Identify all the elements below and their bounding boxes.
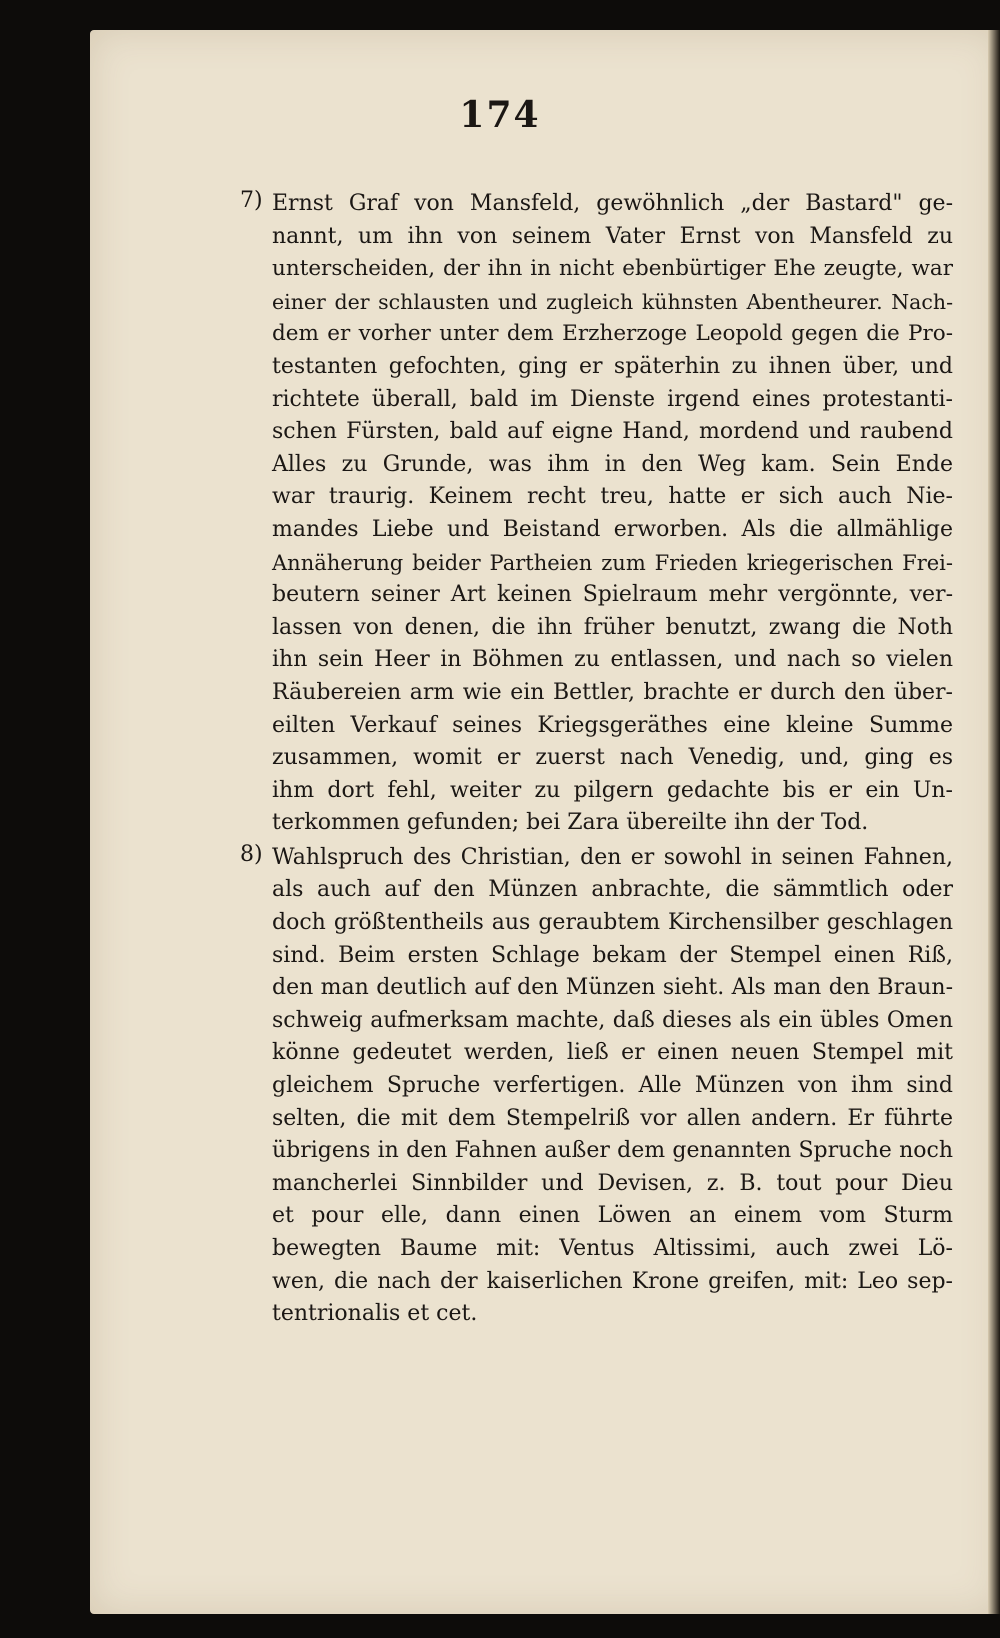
text-line: einer der schlausten und zugleich kühnsten Abentheurer. Nach-	[272, 289, 953, 314]
text-line: übrigens in den Fahnen außer dem genannten Spruche noch	[272, 1138, 953, 1164]
text-line: eilten Verkauf seines Kriegsgeräthes eine kleine Summe	[272, 712, 953, 738]
text-line: könne gedeutet werden, ließ er einen neuen Stempel mit	[272, 1040, 953, 1066]
text-line: mancherlei Sinnbilder und Devisen, z. B. tout pour Dieu	[272, 1170, 953, 1196]
text-line: tentrionalis et cet.	[272, 1301, 478, 1327]
text-line: unterscheiden, der ihn in nicht ebenbürtiger Ehe zeugte, war	[272, 256, 953, 282]
page-number: 174	[459, 94, 541, 136]
text-line: selten, die mit dem Stempelriß vor allen andern. Er führte	[272, 1105, 953, 1131]
text-line: war traurig. Keinem recht treu, hatte er sich auch Nie-	[272, 484, 953, 510]
text-line: Annäherung beider Partheien zum Frieden kriegerischen Frei-	[272, 550, 953, 575]
note-number: 8)	[240, 841, 263, 867]
text-line: richtete überall, bald im Dienste irgend eines protestanti-	[272, 386, 953, 412]
text-line: mandes Liebe und Beistand erworben. Als die allmählige	[272, 516, 953, 542]
note-number: 7)	[240, 188, 263, 213]
text-line: schen Fürsten, bald auf eigne Hand, mordend und raubend	[272, 419, 953, 445]
text-line: beutern seiner Art keinen Spielraum mehr vergönnte, ver-	[272, 582, 953, 608]
text-line: gleichem Spruche verfertigen. Alle Münzen von ihm sind	[272, 1073, 953, 1099]
text-line: et pour elle, dann einen Löwen an einem vom Sturm	[272, 1203, 953, 1229]
text-line: als auch auf den Münzen anbrachte, die sämmtlich oder	[272, 877, 953, 903]
text-line: ihn sein Heer in Böhmen zu entlassen, und nach so vielen	[272, 647, 953, 673]
page-edge	[988, 30, 1000, 1614]
text-line: doch größtentheils aus geraubtem Kirchensilber geschlagen	[272, 910, 953, 936]
text-line: sind. Beim ersten Schlage bekam der Stempel einen Riß,	[272, 942, 953, 968]
text-line: ihm dort fehl, weiter zu pilgern gedachte bis er ein Un-	[272, 777, 953, 803]
text-line: Alles zu Grunde, was ihm in den Weg kam. Sein Ende	[272, 451, 953, 477]
text-line: Wahlspruch des Christian, den er sowohl in seinen Fahnen,	[272, 844, 953, 870]
text-line: den man deutlich auf den Münzen sieht. Als man den Braun-	[272, 975, 953, 1001]
text-line: Räubereien arm wie ein Bettler, brachte er durch den über-	[272, 679, 953, 705]
text-line: zusammen, womit er zuerst nach Venedig, und, ging es	[272, 745, 953, 771]
note-7	[240, 188, 953, 840]
text-line: testanten gefochten, ging er späterhin zu ihnen über, und	[272, 353, 953, 379]
text-line: Ernst Graf von Mansfeld, gewöhnlich „der Bastard" ge-	[272, 191, 953, 216]
text-line: nannt, um ihn von seinem Vater Ernst von Mansfeld zu	[272, 223, 953, 249]
text-line: lassen von denen, die ihn früher benutzt, zwang die Noth	[272, 614, 953, 640]
text-line: wen, die nach der kaiserlichen Krone greifen, mit: Leo sep-	[272, 1268, 953, 1294]
text-line: dem er vorher unter dem Erzherzoge Leopold gegen die Pro-	[272, 321, 953, 347]
note-8	[240, 842, 953, 1331]
footnotes	[240, 188, 953, 1331]
text-line: bewegten Baume mit: Ventus Altissimi, auch zwei Lö-	[272, 1236, 953, 1261]
text-line: terkommen gefunden; bei Zara übereilte ihn der Tod.	[272, 810, 869, 836]
text-line: schweig aufmerksam machte, daß dieses als ein übles Omen	[272, 1007, 953, 1033]
